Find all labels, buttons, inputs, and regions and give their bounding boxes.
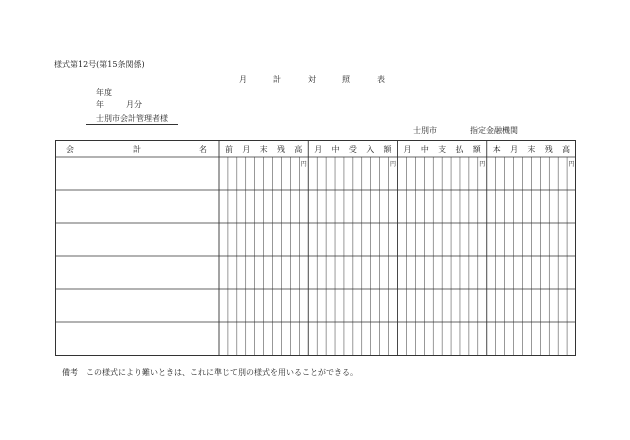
yen-unit-mark: 円 [390,161,397,168]
column-header-char: 本 [492,145,501,154]
column-header-char: 中 [420,145,429,154]
table-grid [55,140,576,356]
ledger-table [55,140,576,356]
account-header-char: 会 [66,145,74,154]
column-header-char: 受 [348,145,357,154]
column-header-char: 月 [314,145,323,154]
column-header-char: 支 [438,145,447,154]
title-char: 照 [342,75,350,84]
addressee: 士別市会計管理者様 [86,113,178,125]
column-header-char: 高 [562,145,570,154]
account-header-char: 計 [133,145,141,154]
table-labels [66,144,575,168]
title-char: 対 [308,75,316,84]
year-label: 年 [96,100,104,109]
column-header-char: 額 [472,145,481,154]
title-char: 月 [239,75,247,84]
document-title [239,74,385,85]
column-header-char: 月 [242,145,251,154]
column-header-char: 月 [510,145,519,154]
column-header-char: 額 [383,145,392,154]
city-label: 士別市 [413,126,437,135]
fiscal-year-label: 年度 [96,88,112,97]
yen-unit-mark: 円 [479,161,486,168]
column-header-char: 残 [276,145,285,154]
column-header-char: 前 [225,145,233,154]
form-number: 様式第12号(第15条関係) [54,60,145,69]
account-header-char: 名 [199,145,207,154]
bank-label: 指定金融機関 [470,126,518,135]
table-border [56,141,576,356]
title-char: 計 [273,75,281,84]
column-header-char: 入 [366,145,375,154]
period-line [96,99,142,110]
column-header-char: 中 [331,145,340,154]
column-header-char: 月 [403,145,412,154]
month-label: 月分 [126,100,142,109]
column-header-char: 高 [294,145,303,154]
column-header-char: 払 [455,145,464,154]
column-header-char: 残 [544,145,553,154]
column-header-char: 末 [527,145,536,154]
title-char: 表 [377,75,385,84]
yen-unit-mark: 円 [568,161,575,168]
yen-unit-mark: 円 [300,161,307,168]
column-header-char: 末 [259,145,268,154]
footer-note: 備考 この様式により難いときは、これに準じて別の様式を用いることができる。 [62,368,358,377]
